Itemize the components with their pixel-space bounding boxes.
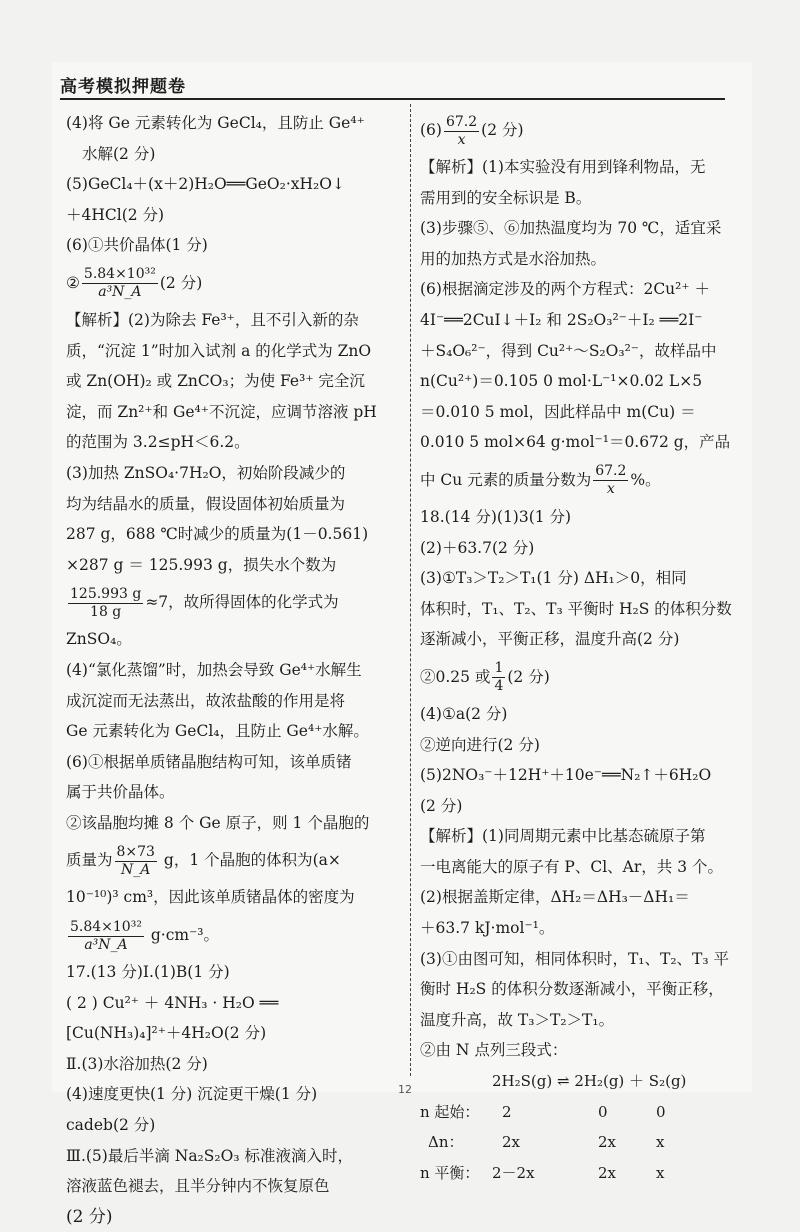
column-divider: [410, 104, 411, 1076]
analysis-line: ×287 g ＝ 125.993 g，损失水个数为: [66, 555, 337, 574]
text-line: (6)根据滴定涉及的两个方程式：2Cu²⁺ ＋: [420, 280, 710, 299]
text-line: 用的加热方式是水浴加热。: [420, 249, 607, 268]
text-line: 溶液蓝色褪去，且半分钟内不恢复原色: [66, 1177, 330, 1196]
text-line: ( 2 ) Cu²⁺ ＋ 4NH₃ · H₂O ══: [66, 993, 279, 1012]
text-line: cadeb(2 分): [66, 1116, 156, 1135]
analysis-line: 均为结晶水的质量，假设固体初始质量为: [66, 494, 346, 513]
text-line: 成沉淀而无法蒸出，故浓盐酸的作用是将: [66, 691, 346, 710]
text-line: (4)速度更快(1 分) 沉淀更干燥(1 分): [66, 1085, 318, 1104]
fraction: $\frac{8\times 73}{N\_A}$: [116, 843, 155, 878]
fraction: $\frac{\text{5.84×10³²}}{\text{a³N\_A}}$: [83, 266, 156, 301]
text-line: 18.(14 分)(1)3(1 分): [420, 507, 572, 526]
text-line: (6)①根据单质锗晶胞结构可知，该单质锗: [66, 752, 352, 771]
text-line: Ⅲ.(5)最后半滴 Na₂S₂O₃ 标准液滴入时，: [66, 1146, 353, 1165]
text-line: (3)步骤⑤、⑥加热温度均为 70 ℃，适宜采: [420, 219, 722, 238]
analysis-line: 的范围为 3.2≤pH＜6.2。: [66, 433, 250, 452]
text-line: 【解析】(1)本实验没有用到锋利物品，无: [420, 158, 706, 176]
text-line: 逐渐减小，平衡正移，温度升高(2 分): [420, 630, 680, 649]
ratio-fraction-line: ②0.25 或 $\frac{1}{4}$ (2 分): [420, 660, 550, 695]
analysis-line: 质，“沉淀 1”时加入试剂 a 的化学式为 ZnO: [66, 341, 372, 360]
fraction: $\frac{67.2}{x}$: [595, 463, 627, 498]
text-line: ZnSO₄。: [66, 630, 132, 649]
text-line: Ⅱ.(3)水浴加热(2 分): [66, 1054, 208, 1073]
density-fraction-line: $\frac{\text{5.84×10³²}}{\text{a³N\_A}}$ g·cm⁻³。: [70, 918, 220, 953]
equilibrium-equation: 2H₂S(g) ⇌ 2H₂(g) ＋ S₂(g): [492, 1072, 687, 1091]
text-line: (4)“氯化蒸馏”时，加热会导致 Ge⁴⁺水解生: [66, 660, 362, 679]
right-column: [420, 108, 732, 1188]
text-line: (2 分): [420, 796, 463, 815]
text-line: 水解(2 分): [82, 144, 156, 163]
left-column: [66, 108, 402, 1232]
analysis-line: 淀，而 Zn²⁺和 Ge⁴⁺不沉淀，应调节溶液 pH: [66, 402, 377, 421]
page-header: [60, 72, 725, 100]
text-line: ＋63.7 kJ·mol⁻¹。: [420, 919, 555, 938]
text-line: 衡时 H₂S 的体积分数逐渐减小，平衡正移，: [420, 980, 724, 999]
cu-fraction-line: 中 Cu 元素的质量分数为 $\frac{67.2}{x}$ %。: [420, 463, 661, 498]
text-line: (2)＋63.7(2 分): [420, 538, 535, 557]
text-line: ＋4HCl(2 分): [66, 205, 165, 224]
text-line: Ge 元素转化为 GeCl₄，且防止 Ge⁴⁺水解。: [66, 722, 369, 741]
text-line: ＝0.010 5 mol，因此样品中 m(Cu) ＝: [420, 402, 696, 421]
text-line: 属于共价晶体。: [66, 783, 175, 802]
water-fraction-line: $\frac{125.993 g}{18 g}$ ≈7，故所得固体的化学式为: [70, 585, 339, 620]
three-stage-row: n 平衡： 2－2x 2x x: [420, 1163, 665, 1182]
mass-fraction-line: 质量为 $\frac{8\times 73}{N\_A}$ g，1 个晶胞的体积为(a×: [66, 843, 341, 878]
analysis-line: (3)加热 ZnSO₄·7H₂O，初始阶段减少的: [66, 463, 346, 482]
text-line: 体积时，T₁、T₂、T₃ 平衡时 H₂S 的体积分数: [420, 599, 732, 618]
analysis-line: 287 g，688 ℃时减少的质量为(1－0.561): [66, 525, 369, 544]
three-stage-row: n 起始： 2 0 0: [420, 1102, 666, 1121]
density-answer: ② $\frac{\text{5.84×10³²}}{\text{a³N\_A}}$ (2 分): [66, 266, 203, 301]
text-line: 需用到的安全标识是 B。: [420, 188, 592, 207]
text-line: ②由 N 点列三段式：: [420, 1041, 568, 1060]
fraction: $\frac{67.2}{x}$: [445, 113, 478, 148]
fraction: $\frac{\text{5.84×10³²}}{\text{a³N\_A}}$: [70, 918, 142, 953]
text-line: ②该晶胞均摊 8 个 Ge 原子，则 1 个晶胞的: [66, 813, 370, 832]
analysis-line: 或 Zn(OH)₂ 或 ZnCO₃；为使 Fe³⁺ 完全沉: [66, 372, 365, 391]
fraction: $\frac{1}{4}$: [494, 660, 504, 695]
text-line: 【解析】(1)同周期元素中比基态硫原子第: [420, 827, 706, 846]
text-line: 4I⁻══2CuI↓＋I₂ 和 2S₂O₃²⁻＋I₂ ══2I⁻: [420, 310, 703, 329]
text-line: 一电离能大的原子有 P、Cl、Ar，共 3 个。: [420, 857, 723, 876]
text-line: (5)2NO₃⁻＋12H⁺＋10e⁻══N₂↑＋6H₂O: [420, 766, 712, 785]
text-line: ＋S₄O₆²⁻，得到 Cu²⁺～S₂O₃²⁻，故样品中: [420, 341, 717, 360]
text-line: 10⁻¹⁰)³ cm³，因此该单质锗晶体的密度为: [66, 888, 355, 907]
three-stage-row: Δn： 2x 2x x: [428, 1133, 665, 1152]
fraction: $\frac{125.993 g}{18 g}$: [70, 585, 142, 620]
text-line: (3)①由图可知，相同体积时，T₁、T₂、T₃ 平: [420, 949, 730, 968]
text-line: 0.010 5 mol×64 g·mol⁻¹＝0.672 g，产品: [420, 433, 731, 452]
header-title: 高考模拟押题卷: [60, 77, 186, 97]
text-line: [Cu(NH₃)₄]²⁺＋4H₂O(2 分): [66, 1024, 267, 1043]
q6-answer: (6) $\frac{67.2}{x}$ (2 分): [420, 113, 524, 148]
text-line: (6)①共价晶体(1 分): [66, 236, 208, 255]
text-line: 17.(13 分)Ⅰ.(1)B(1 分): [66, 963, 230, 982]
text-line: n(Cu²⁺)＝0.105 0 mol·L⁻¹×0.02 L×5: [420, 372, 703, 391]
text-line: (4)将 Ge 元素转化为 GeCl₄，且防止 Ge⁴⁺: [66, 114, 365, 132]
text-line: (5)GeCl₄＋(x＋2)H₂O══GeO₂·xH₂O↓: [66, 175, 345, 194]
text-line: 温度升高，故 T₃＞T₂＞T₁。: [420, 1010, 615, 1029]
page-number: 12: [398, 1083, 412, 1096]
text-line: (4)①a(2 分): [420, 704, 508, 723]
text-line: ②逆向进行(2 分): [420, 735, 540, 754]
analysis-line: 【解析】(2)为除去 Fe³⁺，且不引入新的杂: [66, 310, 359, 329]
text-line: (3)①T₃＞T₂＞T₁(1 分) ΔH₁＞0，相同: [420, 569, 687, 588]
text-line: (2)根据盖斯定律，ΔH₂＝ΔH₃－ΔH₁＝: [420, 888, 690, 907]
text-line: (2 分): [66, 1206, 113, 1227]
